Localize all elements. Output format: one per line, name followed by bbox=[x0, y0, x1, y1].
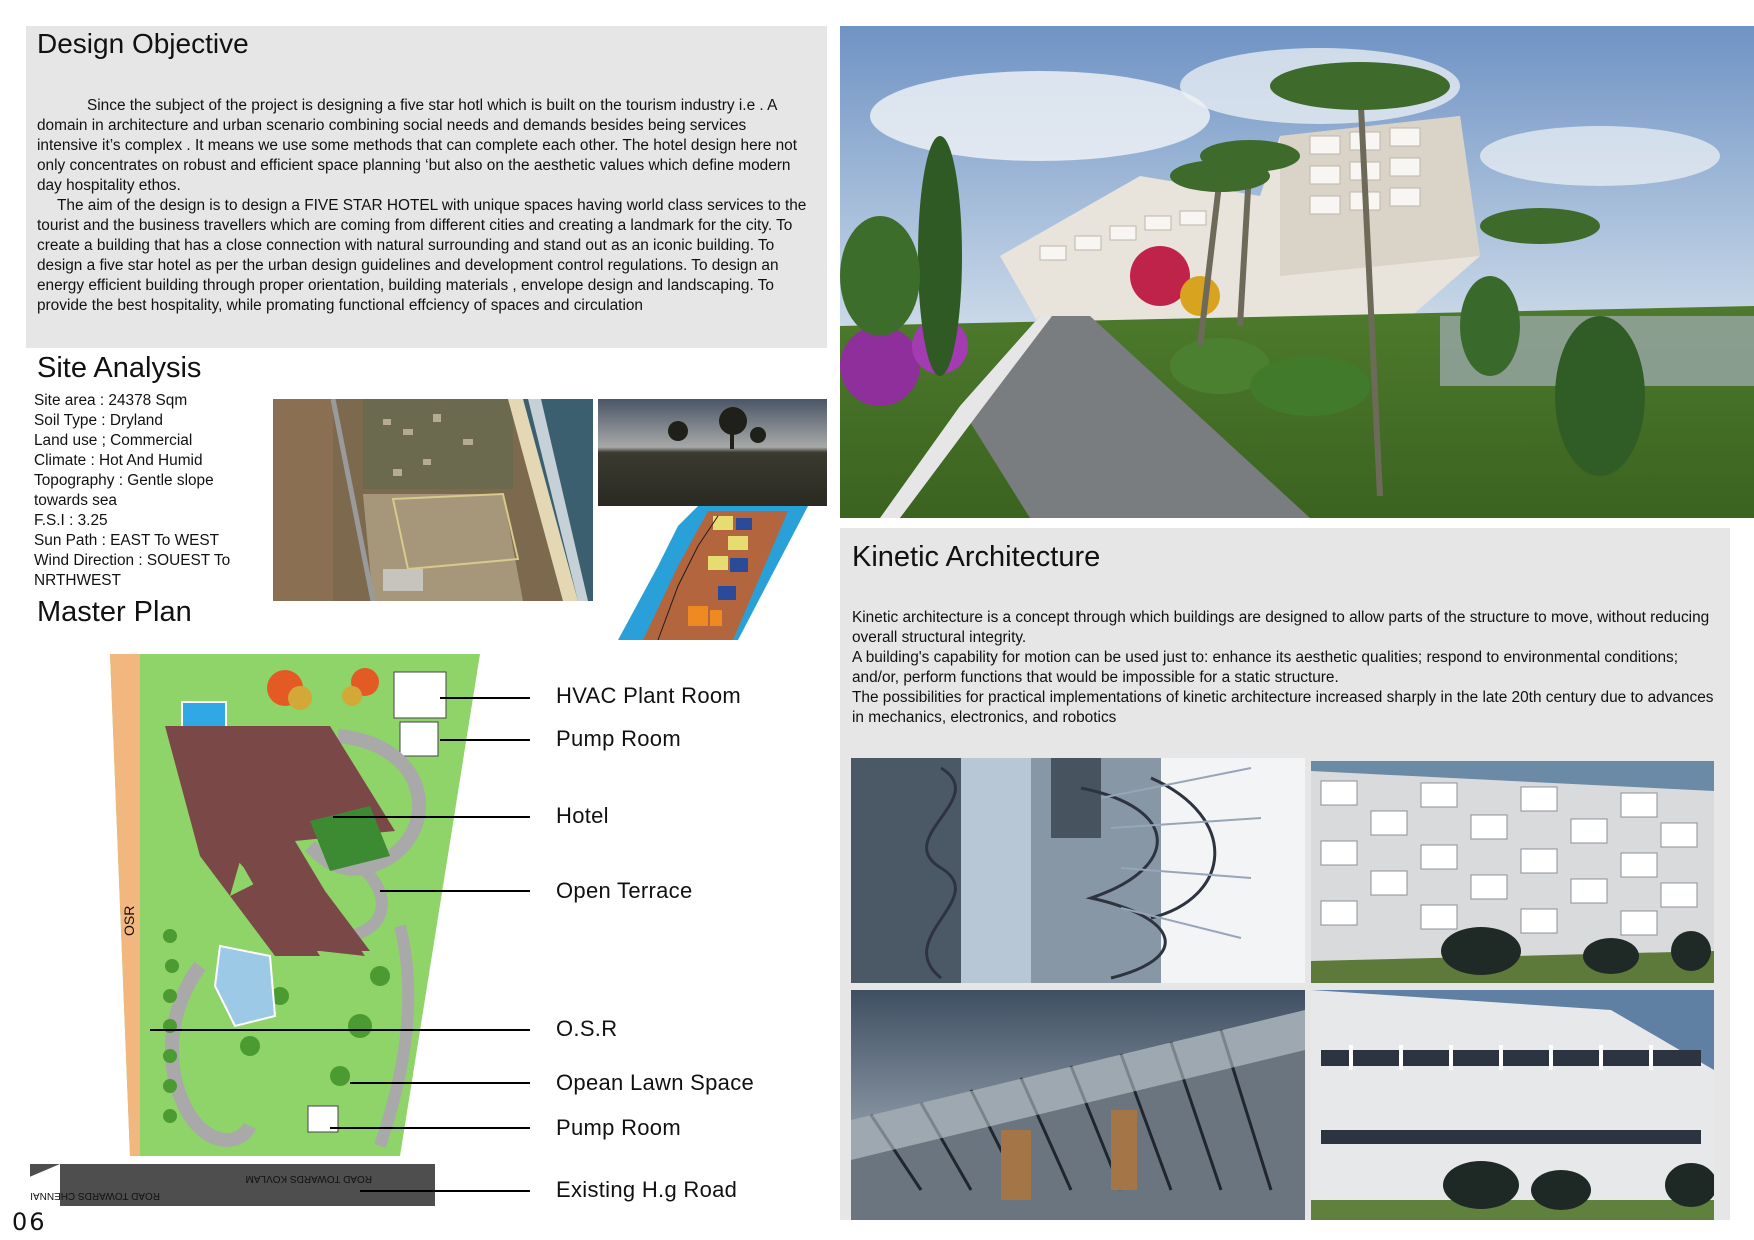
site-item: Climate : Hot And Humid bbox=[34, 452, 203, 469]
legend-pump-room: Pump Room bbox=[556, 726, 681, 751]
leader-line bbox=[380, 890, 530, 892]
kinetic-paragraph-2: A building's capability for motion can be used just to: enhance its aesthetic qualities; respond to environmental conditions; and/or, perform functions that would be impossible for a static structure. bbox=[852, 649, 1678, 686]
site-plan-sketch-image bbox=[618, 506, 808, 640]
legend-open-lawn-space: Opean Lawn Space bbox=[556, 1070, 755, 1095]
road-label-kovlam: ROAD TOWARDS KOVLAM bbox=[245, 1173, 372, 1184]
page-number: 06 bbox=[12, 1208, 47, 1236]
kinetic-photo-curved-facade bbox=[1311, 990, 1714, 1220]
leader-line bbox=[360, 1190, 530, 1192]
site-photo-image bbox=[598, 399, 827, 506]
site-aerial-image bbox=[273, 399, 593, 601]
leader-line bbox=[440, 739, 530, 741]
legend-hvac-plant-room: HVAC Plant Room bbox=[556, 683, 742, 708]
site-item: Topography : Gentle slope bbox=[34, 472, 214, 489]
design-objective-paragraph-1: Since the subject of the project is designing a five star hotl which is built on the tourism industry i.e . A domain in architecture and urban scenario combining social needs and demands besides being services intensive it’s complex . It means we use some methods that can complete each other. The hotel design here not only concentrates on robust and efficient space planning ‘but also on the aesthetic values which define modern day hospitality ethos. bbox=[37, 97, 797, 194]
leader-line bbox=[333, 816, 530, 818]
master-plan-drawing bbox=[20, 646, 490, 1216]
legend-open-terrace: Open Terrace bbox=[556, 878, 693, 903]
kinetic-paragraph-1: Kinetic architecture is a concept through which buildings are designed to allow parts of the structure to move, without reducing overall structural integrity. bbox=[852, 609, 1710, 646]
kinetic-architecture-title: Kinetic Architecture bbox=[852, 541, 1101, 573]
kinetic-paragraph-3: The possibilities for practical implementations of kinetic architecture increased sharply in the late 20th century due to advances in mechanics, electronics, and robotics bbox=[852, 689, 1714, 726]
site-item: Wind Direction : SOUEST To bbox=[34, 552, 231, 569]
site-analysis-title: Site Analysis bbox=[37, 352, 202, 384]
site-item: Land use ; Commercial bbox=[34, 432, 193, 449]
legend-hotel: Hotel bbox=[556, 803, 609, 828]
legend-existing-road: Existing H.g Road bbox=[556, 1177, 738, 1202]
site-analysis-list bbox=[34, 391, 230, 591]
site-item: NRTHWEST bbox=[34, 572, 121, 589]
site-item: towards sea bbox=[34, 492, 117, 509]
site-item: Sun Path : EAST To WEST bbox=[34, 532, 220, 549]
kinetic-photo-facade-panels bbox=[1311, 761, 1714, 983]
kinetic-photo-canopy bbox=[851, 990, 1305, 1220]
legend-osr: O.S.R bbox=[556, 1016, 618, 1041]
kinetic-photo-spiral bbox=[851, 758, 1305, 983]
leader-line bbox=[330, 1127, 530, 1129]
osr-label: OSR bbox=[121, 905, 137, 936]
site-item: Site area : 24378 Sqm bbox=[34, 392, 188, 409]
leader-line bbox=[150, 1029, 530, 1031]
design-objective-paragraph-2: The aim of the design is to design a FIVE STAR HOTEL with unique spaces having world class services to the tourist and the business travellers which are coming from different cities and creating a landmark for the city. To create a building that has a close connection with natural surrounding and stand out as an iconic building. To design a five star hotel as per the urban design guidelines and development control regulations. To design an energy efficient building through proper orientation, building materials , envelope design and landscaping. To provide the best hospitality, while promating functional effciency of spaces and circulation bbox=[37, 197, 807, 314]
design-objective-title: Design Objective bbox=[37, 28, 249, 59]
leader-line bbox=[440, 697, 530, 699]
site-item: Soil Type : Dryland bbox=[34, 412, 163, 429]
hotel-render-image bbox=[840, 26, 1754, 518]
site-item: F.S.I : 3.25 bbox=[34, 512, 108, 529]
legend-pump-room-2: Pump Room bbox=[556, 1115, 681, 1140]
road-label-chennai: ROAD TOWARDS CHENNAI bbox=[30, 1190, 160, 1201]
leader-line bbox=[350, 1082, 530, 1084]
master-plan-title: Master Plan bbox=[37, 596, 192, 628]
